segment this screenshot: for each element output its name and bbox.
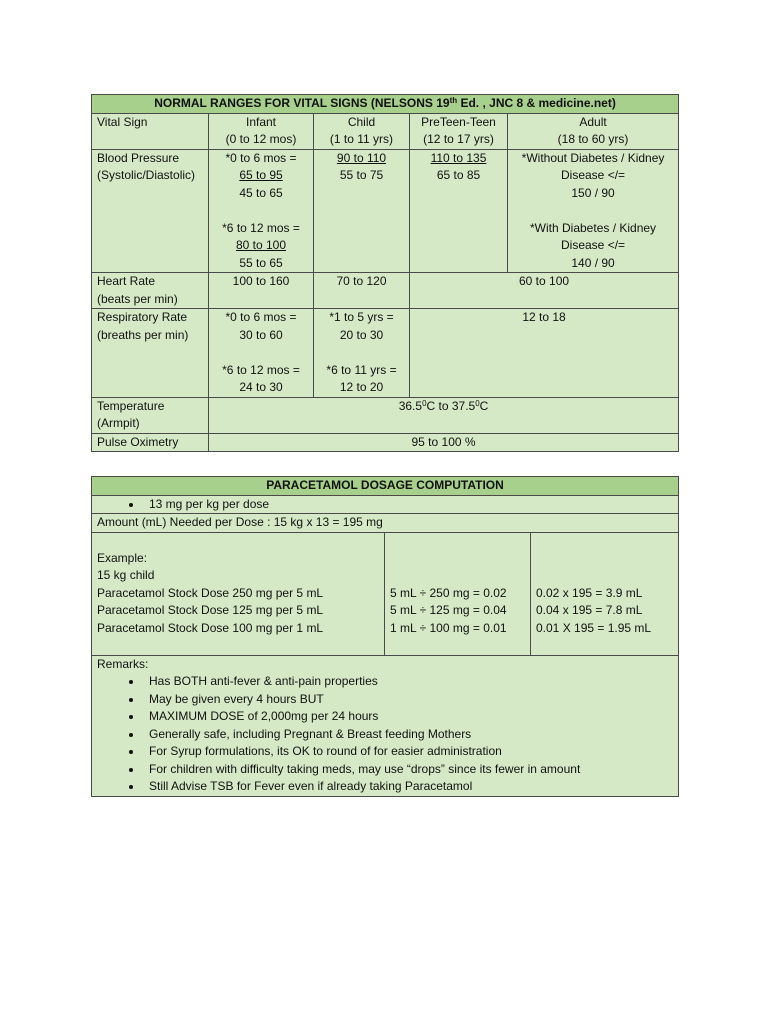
heart-rate-child: 70 to 120 — [314, 273, 410, 309]
temperature-value: 36.5$^0$C to 37.5$^0$C — [209, 397, 679, 433]
header-preteen-teen: PreTeen-Teen (12 to 17 yrs) — [410, 113, 508, 149]
dosage-title: PARACETAMOL DOSAGE COMPUTATION — [92, 477, 679, 496]
list-item: • For children with difficulty taking meds, may use “drops” since its fewer in amount — [143, 761, 673, 779]
pulse-oximetry-value: 95 to 100 % — [209, 433, 679, 452]
header-adult: Adult (18 to 60 yrs) — [508, 113, 679, 149]
heart-rate-infant: 100 to 160 — [209, 273, 314, 309]
respiratory-rate-teen-adult: 12 to 18 — [410, 309, 679, 398]
list-item: • Has BOTH anti-fever & anti-pain properties — [143, 673, 673, 691]
blood-pressure-label: Blood Pressure (Systolic/Diastolic) — [92, 149, 209, 273]
list-item: • 13 mg per kg per dose — [143, 496, 673, 514]
list-item: • For Syrup formulations, its OK to round of for easier administration — [143, 743, 673, 761]
vital-signs-title: NORMAL RANGES FOR VITAL SIGNS (NELSONS 19th Ed. , JNC 8 & medicine.net) — [92, 95, 679, 114]
example-description: Example: 15 kg child Paracetamol Stock Dose 250 mg per 5 mL Paracetamol Stock Dose 125 mg per 5 mL Paracetamol Stock Dose 100 mg per 1 mL — [92, 532, 385, 655]
header-vital-sign: Vital Sign — [92, 113, 209, 149]
amount-needed: Amount (mL) Needed per Dose : 15 kg x 13 = 195 mg — [92, 514, 679, 533]
vital-signs-table — [91, 94, 679, 452]
header-infant: Infant (0 to 12 mos) — [209, 113, 314, 149]
list-item: • MAXIMUM DOSE of 2,000mg per 24 hours — [143, 708, 673, 726]
blood-pressure-teen: 110 to 135 65 to 85 — [410, 149, 508, 273]
pulse-oximetry-label: Pulse Oximetry — [92, 433, 209, 452]
heart-rate-teen-adult: 60 to 100 — [410, 273, 679, 309]
temperature-label: Temperature (Armpit) — [92, 397, 209, 433]
example-volume: 0.02 x 195 = 3.9 mL 0.04 x 195 = 7.8 mL 0.01 X 195 = 1.95 mL — [531, 532, 679, 655]
respiratory-rate-label: Respiratory Rate (breaths per min) — [92, 309, 209, 398]
blood-pressure-child: 90 to 110 55 to 75 — [314, 149, 410, 273]
blood-pressure-infant: *0 to 6 mos = 65 to 95 45 to 65 *6 to 12 mos = 80 to 100 55 to 65 — [209, 149, 314, 273]
remarks — [92, 655, 679, 796]
blood-pressure-adult: *Without Diabetes / Kidney Disease </= 150 / 90 *With Diabetes / Kidney Disease </= 140 / 90 — [508, 149, 679, 273]
respiratory-rate-child: *1 to 5 yrs = 20 to 30 *6 to 11 yrs = 12 to 20 — [314, 309, 410, 398]
dosage-rule — [92, 495, 679, 514]
list-item: • Generally safe, including Pregnant & Breast feeding Mothers — [143, 726, 673, 744]
heart-rate-label: Heart Rate (beats per min) — [92, 273, 209, 309]
header-child: Child (1 to 11 yrs) — [314, 113, 410, 149]
remarks-label: Remarks: — [97, 656, 149, 671]
example-concentration: 5 mL ÷ 250 mg = 0.02 5 mL ÷ 125 mg = 0.04 1 mL ÷ 100 mg = 0.01 — [385, 532, 531, 655]
remarks-list — [97, 673, 673, 796]
respiratory-rate-infant: *0 to 6 mos = 30 to 60 *6 to 12 mos = 24 to 30 — [209, 309, 314, 398]
list-item: • May be given every 4 hours BUT — [143, 691, 673, 709]
paracetamol-dosage-table — [91, 476, 679, 797]
list-item: • Still Advise TSB for Fever even if already taking Paracetamol — [143, 778, 673, 796]
